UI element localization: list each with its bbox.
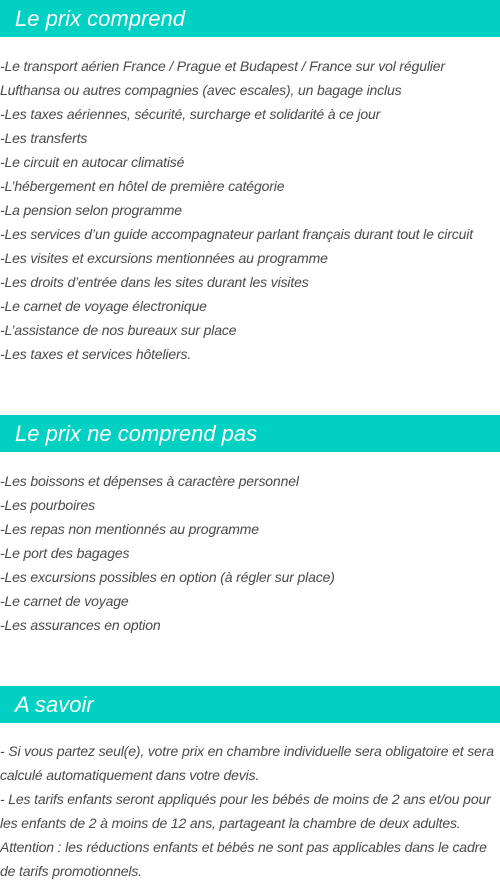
list-item: -Les taxes aériennes, sécurité, surcharge et solidarité à ce jour (0, 106, 381, 122)
info-paragraph: - Les tarifs enfants seront appliqués pour les bébés de moins de 2 ans et/ou pour les enfants de 2 à moins de 12 ans, partageant la chambre de deux adultes. (0, 791, 491, 831)
section-good-to-know (0, 686, 500, 883)
list-item: -Les taxes et services hôteliers. (0, 346, 192, 362)
list-item: Lufthansa ou autres compagnies (avec escales), un bagage inclus (0, 82, 402, 98)
section-price-includes (0, 0, 500, 366)
section-heading-includes: Le prix comprend (0, 0, 500, 37)
list-item: -Le circuit en autocar climatisé (0, 154, 185, 170)
section-heading-excludes: Le prix ne comprend pas (0, 415, 500, 452)
list-item: -Les pourboires (0, 497, 96, 513)
section-price-excludes (0, 415, 500, 637)
info-paragraph: Attention : les réductions enfants et bébés ne sont pas applicables dans le cadre de tarifs promotionnels. (0, 839, 487, 879)
list-item: -Les droits d’entrée dans les sites durant les visites (0, 274, 309, 290)
list-item: -L’hébergement en hôtel de première catégorie (0, 178, 285, 194)
list-item: -L’assistance de nos bureaux sur place (0, 322, 237, 338)
list-item: -Les repas non mentionnés au programme (0, 521, 259, 537)
list-item: -Les visites et excursions mentionnées au programme (0, 250, 328, 266)
info-text (0, 723, 500, 883)
info-paragraph: - Si vous partez seul(e), votre prix en chambre individuelle sera obligatoire et sera calculé automatiquement dans votre devis. (0, 743, 494, 783)
list-item: -Les transferts (0, 130, 88, 146)
includes-list (0, 37, 500, 366)
list-item: -Le port des bagages (0, 545, 130, 561)
section-heading-info: A savoir (0, 686, 500, 723)
list-item: -Les excursions possibles en option (à régler sur place) (0, 569, 335, 585)
excludes-list (0, 452, 500, 637)
list-item: -La pension selon programme (0, 202, 182, 218)
list-item: -Les services d’un guide accompagnateur parlant français durant tout le circuit (0, 226, 473, 242)
list-item: -Le transport aérien France / Prague et Budapest / France sur vol régulier (0, 58, 445, 74)
list-item: -Les boissons et dépenses à caractère personnel (0, 473, 299, 489)
list-item: -Le carnet de voyage (0, 593, 129, 609)
list-item: -Les assurances en option (0, 617, 161, 633)
list-item: -Le carnet de voyage électronique (0, 298, 207, 314)
